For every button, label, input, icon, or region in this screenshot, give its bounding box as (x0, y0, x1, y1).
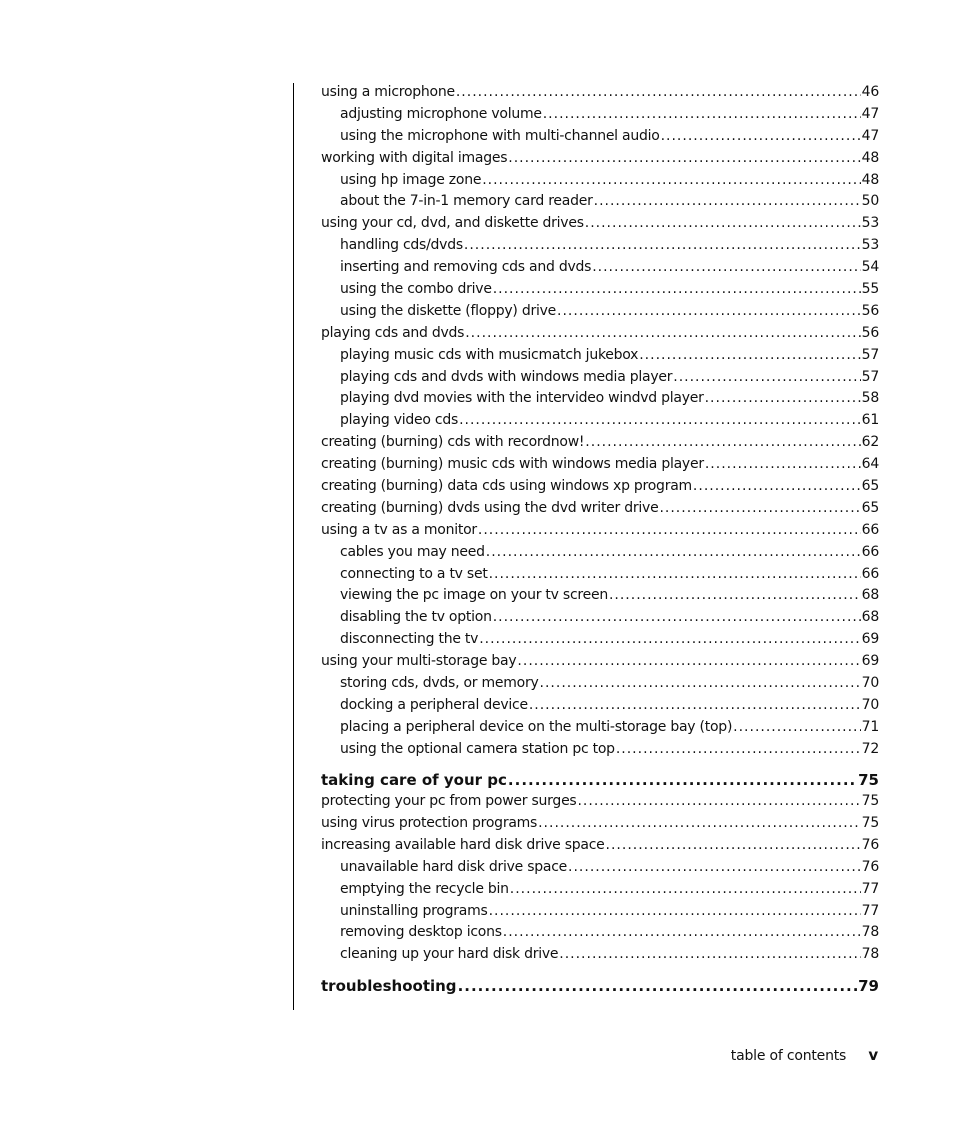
toc-entry-page-number: 69 (861, 653, 879, 670)
toc-entry-title: troubleshooting (321, 976, 457, 995)
toc-entry-title: creating (burning) cds with recordnow! (321, 434, 585, 451)
toc-subsection-entry[interactable] (321, 259, 879, 281)
toc-entry-title: adjusting microphone volume (340, 105, 542, 122)
toc-entry-title: removing desktop icons (340, 924, 502, 941)
toc-entry-title: about the 7-in-1 memory card reader (340, 193, 593, 210)
toc-entry-page-number: 69 (861, 631, 879, 648)
toc-entry-title: using a microphone (321, 84, 455, 100)
toc-entry-page-number: 70 (861, 696, 879, 713)
toc-subsection-entry[interactable] (321, 609, 879, 631)
toc-subsection-entry[interactable] (321, 719, 879, 741)
toc-subsection-entry[interactable] (321, 881, 879, 903)
toc-subsection-entry[interactable] (321, 631, 879, 653)
toc-entry-title: taking care of your pc (321, 771, 507, 790)
toc-entry-page-number: 53 (861, 215, 879, 232)
toc-section-entry[interactable] (321, 84, 879, 106)
dot-leader (458, 977, 858, 995)
dot-leader (673, 369, 860, 385)
toc-entry-page-number: 68 (861, 609, 879, 626)
toc-entry-page-number: 56 (861, 302, 879, 319)
toc-entry-page-number: 76 (861, 836, 879, 853)
toc-entry-page-number: 75 (861, 815, 879, 831)
dot-leader (577, 793, 860, 809)
toc-entry-title: inserting and removing cds and dvds (340, 259, 592, 276)
toc-entry-title: using a tv as a monitor (321, 521, 477, 538)
toc-entry-page-number: 56 (861, 324, 879, 341)
dot-leader (529, 697, 861, 713)
dot-leader (464, 237, 861, 253)
toc-subsection-entry[interactable] (321, 237, 879, 259)
toc-entry-page-number: 66 (861, 521, 879, 538)
dot-leader (585, 215, 861, 231)
toc-section-entry[interactable] (321, 815, 879, 837)
toc-chapter-entry[interactable] (321, 771, 879, 793)
toc-entry-title: uninstalling programs (340, 902, 488, 919)
dot-leader (661, 128, 861, 144)
toc-section-entry[interactable] (321, 522, 879, 544)
toc-entry-page-number: 78 (861, 924, 879, 941)
toc-entry-page-number: 53 (861, 237, 879, 254)
toc-entry-page-number: 58 (861, 390, 879, 407)
toc-subsection-entry[interactable] (321, 903, 879, 925)
dot-leader (508, 150, 860, 166)
toc-entry-title: creating (burning) music cds with windows media player (321, 456, 704, 473)
toc-subsection-entry[interactable] (321, 566, 879, 588)
toc-entry-title: using your cd, dvd, and diskette drives (321, 215, 584, 232)
toc-subsection-entry[interactable] (321, 675, 879, 697)
toc-subsection-entry[interactable] (321, 946, 879, 968)
toc-entry-title: disabling the tv option (340, 609, 492, 626)
toc-entry-title: creating (burning) dvds using the dvd writer drive (321, 499, 659, 516)
toc-section-entry[interactable] (321, 325, 879, 347)
toc-entry-title: cables you may need (340, 543, 485, 560)
toc-subsection-entry[interactable] (321, 412, 879, 434)
dot-leader (616, 741, 861, 757)
toc-entry-page-number: 72 (861, 740, 879, 757)
dot-leader (489, 903, 861, 919)
dot-leader (486, 544, 861, 560)
dot-leader (456, 84, 861, 100)
table-of-contents (321, 84, 879, 999)
footer-section-title: table of contents (730, 1048, 847, 1064)
toc-entry-title: disconnecting the tv (340, 631, 479, 648)
dot-leader (493, 281, 861, 297)
toc-entry-page-number: 46 (861, 84, 879, 100)
toc-chapter-entry[interactable] (321, 977, 879, 999)
toc-entry-title: using the diskette (floppy) drive (340, 302, 557, 319)
toc-entry-page-number: 78 (861, 946, 879, 963)
dot-leader (503, 924, 861, 940)
margin-rule (293, 83, 294, 1010)
dot-leader (508, 771, 857, 789)
toc-subsection-entry[interactable] (321, 587, 879, 609)
toc-entry-title: viewing the pc image on your tv screen (340, 587, 608, 604)
dot-leader (493, 609, 861, 625)
toc-entry-title: connecting to a tv set (340, 565, 488, 582)
toc-entry-title: playing dvd movies with the intervideo windvd player (340, 390, 704, 407)
dot-leader (594, 193, 861, 209)
toc-entry-page-number: 65 (861, 499, 879, 516)
toc-entry-page-number: 48 (861, 149, 879, 166)
dot-leader (705, 390, 861, 406)
dot-leader (557, 303, 861, 319)
toc-entry-title: increasing available hard disk drive space (321, 836, 605, 853)
dot-leader (639, 347, 860, 363)
toc-entry-page-number: 47 (861, 105, 879, 122)
dot-leader (659, 500, 860, 516)
dot-leader (479, 631, 860, 647)
toc-section-entry[interactable] (321, 500, 879, 522)
toc-entry-title: unavailable hard disk drive space (340, 858, 568, 875)
toc-entry-title: working with digital images (321, 149, 508, 166)
dot-leader (517, 653, 860, 669)
toc-subsection-entry[interactable] (321, 697, 879, 719)
dot-leader (568, 859, 861, 875)
footer-page-number: v (868, 1046, 878, 1064)
toc-subsection-entry[interactable] (321, 741, 879, 763)
toc-subsection-entry[interactable] (321, 128, 879, 150)
toc-entry-title: using virus protection programs (321, 815, 538, 831)
toc-entry-page-number: 71 (861, 718, 879, 735)
toc-subsection-entry[interactable] (321, 303, 879, 325)
toc-entry-page-number: 55 (861, 281, 879, 298)
toc-entry-page-number: 68 (861, 587, 879, 604)
toc-entry-title: using the microphone with multi-channel audio (340, 127, 660, 144)
dot-leader (540, 675, 861, 691)
dot-leader (478, 522, 861, 538)
dot-leader (585, 434, 860, 450)
toc-section-entry[interactable] (321, 837, 879, 859)
toc-section-entry[interactable] (321, 434, 879, 456)
toc-subsection-entry[interactable] (321, 193, 879, 215)
dot-leader (543, 106, 861, 122)
dot-leader (510, 881, 861, 897)
toc-entry-page-number: 64 (861, 456, 879, 473)
toc-section-entry[interactable] (321, 478, 879, 500)
toc-entry-title: protecting your pc from power surges (321, 793, 577, 810)
dot-leader (733, 719, 861, 735)
toc-entry-page-number: 77 (861, 880, 879, 897)
toc-subsection-entry[interactable] (321, 369, 879, 391)
toc-section-entry[interactable] (321, 215, 879, 237)
toc-entry-title: using the combo drive (340, 281, 492, 298)
toc-entry-title: creating (burning) data cds using windows xp program (321, 478, 692, 495)
toc-entry-title: using the optional camera station pc top (340, 740, 615, 757)
dot-leader (482, 172, 860, 188)
dot-leader (459, 412, 861, 428)
toc-entry-title: emptying the recycle bin (340, 880, 509, 897)
toc-entry-title: playing cds and dvds (321, 324, 465, 341)
toc-entry-title: playing cds and dvds with windows media player (340, 368, 673, 385)
dot-leader (465, 325, 860, 341)
toc-entry-title: placing a peripheral device on the multi-storage bay (top) (340, 718, 733, 735)
toc-subsection-entry[interactable] (321, 106, 879, 128)
dot-leader (693, 478, 861, 494)
toc-entry-title: using hp image zone (340, 171, 482, 188)
dot-leader (592, 259, 860, 275)
toc-entry-page-number: 76 (861, 858, 879, 875)
toc-subsection-entry[interactable] (321, 347, 879, 369)
toc-entry-title: handling cds/dvds (340, 237, 463, 254)
toc-section-entry[interactable] (321, 653, 879, 675)
toc-section-entry[interactable] (321, 793, 879, 815)
toc-entry-title: docking a peripheral device (340, 696, 528, 713)
toc-entry-page-number: 47 (861, 127, 879, 144)
dot-leader (705, 456, 861, 472)
dot-leader (489, 566, 861, 582)
toc-subsection-entry[interactable] (321, 924, 879, 946)
dot-leader (559, 946, 860, 962)
toc-entry-page-number: 70 (861, 675, 879, 692)
toc-subsection-entry[interactable] (321, 172, 879, 194)
dot-leader (606, 837, 861, 853)
toc-subsection-entry[interactable] (321, 544, 879, 566)
toc-entry-page-number: 50 (861, 193, 879, 210)
toc-entry-title: storing cds, dvds, or memory (340, 675, 539, 692)
toc-subsection-entry[interactable] (321, 390, 879, 412)
toc-entry-page-number: 65 (861, 478, 879, 495)
toc-entry-title: playing video cds (340, 412, 459, 429)
toc-entry-page-number: 77 (861, 902, 879, 919)
toc-entry-page-number: 75 (858, 771, 879, 790)
dot-leader (609, 587, 861, 603)
toc-section-entry[interactable] (321, 456, 879, 478)
toc-entry-page-number: 79 (858, 976, 879, 995)
toc-entry-page-number: 57 (861, 346, 879, 363)
toc-entry-title: using your multi-storage bay (321, 653, 517, 670)
toc-entry-title: playing music cds with musicmatch jukebox (340, 346, 639, 363)
toc-entry-page-number: 54 (861, 259, 879, 276)
toc-subsection-entry[interactable] (321, 859, 879, 881)
toc-subsection-entry[interactable] (321, 281, 879, 303)
toc-entry-page-number: 57 (861, 368, 879, 385)
toc-entry-page-number: 66 (861, 565, 879, 582)
dot-leader (538, 815, 861, 831)
toc-entry-title: cleaning up your hard disk drive (340, 946, 559, 963)
toc-entry-page-number: 61 (861, 412, 879, 429)
toc-entry-page-number: 48 (861, 171, 879, 188)
toc-section-entry[interactable] (321, 150, 879, 172)
toc-entry-page-number: 75 (861, 793, 879, 810)
toc-entry-page-number: 66 (861, 543, 879, 560)
page-footer (731, 1046, 878, 1064)
toc-entry-page-number: 62 (861, 434, 879, 451)
